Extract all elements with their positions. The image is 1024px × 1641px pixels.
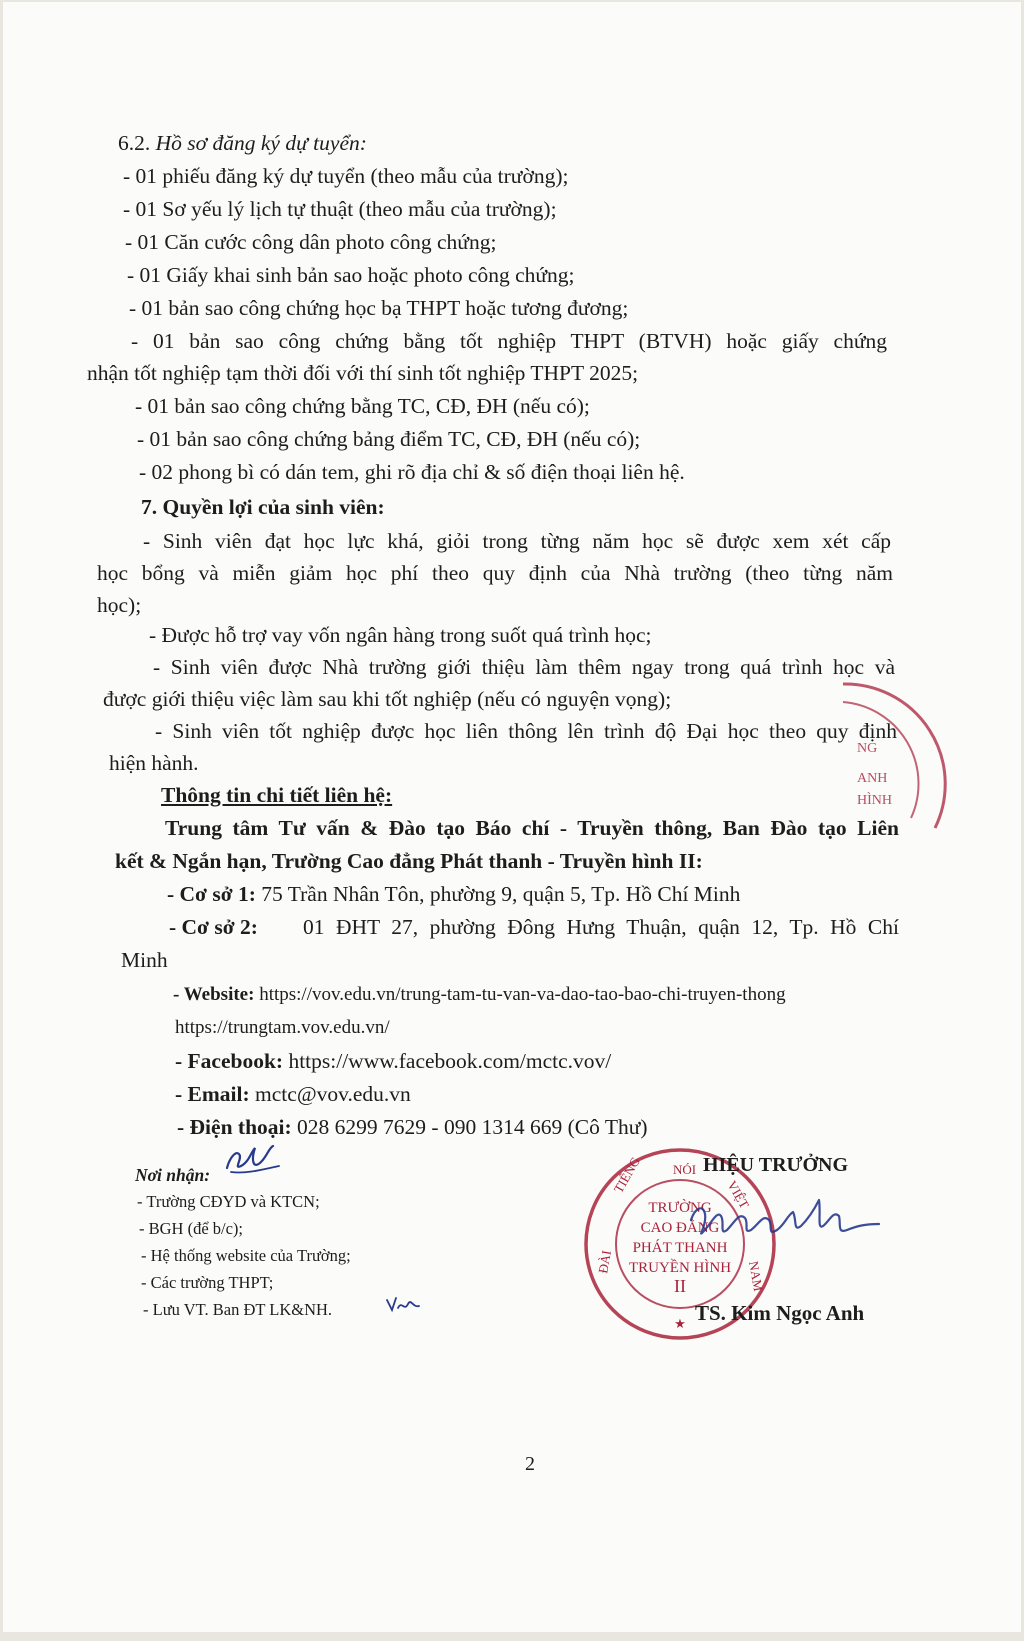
initial-signature-icon bbox=[221, 1140, 291, 1180]
svg-text:★: ★ bbox=[674, 1317, 686, 1332]
list-item: - 01 bản sao công chứng bảng điểm TC, CĐ, ĐH (nếu có); bbox=[137, 427, 641, 451]
contact-org-line: kết & Ngắn hạn, Trường Cao đẳng Phát thanh - Truyền hình II: bbox=[115, 849, 703, 873]
document-page bbox=[3, 2, 1021, 1632]
phone-label: - Điện thoại: bbox=[177, 1115, 292, 1139]
benefit-line: học bổng và miễn giảm học phí theo quy định của Nhà trường (theo từng năm bbox=[97, 561, 893, 585]
campus-2 bbox=[169, 914, 899, 940]
list-item: - 01 bản sao công chứng bằng TC, CĐ, ĐH (nếu có); bbox=[135, 394, 590, 418]
stamp-text: II bbox=[674, 1276, 686, 1296]
campus-1-address: 75 Trần Nhân Tôn, phường 9, quận 5, Tp. Hồ Chí Minh bbox=[261, 882, 741, 906]
svg-text:HÌNH: HÌNH bbox=[857, 793, 892, 808]
list-item: - 01 Giấy khai sinh bản sao hoặc photo công chứng; bbox=[127, 263, 575, 287]
campus-1-label: - Cơ sở 1: bbox=[167, 882, 256, 906]
benefit-line: - Sinh viên tốt nghiệp được học liên thông lên trình độ Đại học theo quy định bbox=[155, 719, 897, 743]
svg-text:NAM: NAM bbox=[746, 1259, 767, 1293]
website-row bbox=[173, 982, 786, 1008]
signature-title: HIỆU TRƯỞNG bbox=[703, 1154, 849, 1176]
list-item: - 01 bản sao công chứng học bạ THPT hoặc tương đương; bbox=[129, 296, 629, 320]
email-label: - Email: bbox=[175, 1082, 250, 1106]
campus-2-label: - Cơ sở 2: bbox=[169, 915, 258, 939]
website-link[interactable]: https://vov.edu.vn/trung-tam-tu-van-va-dao-tao-bao-chi-truyen-thong bbox=[259, 984, 786, 1005]
website-link-2[interactable]: https://trungtam.vov.edu.vn/ bbox=[175, 1017, 390, 1038]
svg-text:ANH: ANH bbox=[857, 771, 888, 786]
benefit-line: học); bbox=[97, 593, 142, 617]
recipient-item: - BGH (để b/c); bbox=[139, 1219, 244, 1238]
page-number: 2 bbox=[525, 1453, 535, 1475]
contact-heading: Thông tin chi tiết liên hệ: bbox=[161, 783, 393, 807]
benefit-line: - Sinh viên được Nhà trường giới thiệu làm thêm ngay trong quá trình học và bbox=[153, 655, 895, 679]
benefit-line: được giới thiệu việc làm sau khi tốt nghiệp (nếu có nguyện vọng); bbox=[103, 687, 672, 711]
email-link[interactable]: mctc@vov.edu.vn bbox=[255, 1082, 411, 1106]
list-item-continuation: nhận tốt nghiệp tạm thời đối với thí sinh tốt nghiệp THPT 2025; bbox=[87, 361, 639, 385]
campus-1 bbox=[167, 881, 740, 907]
section-6-2-number: 6.2. bbox=[118, 131, 151, 155]
section-7-title: 7. Quyền lợi của sinh viên: bbox=[141, 495, 385, 519]
svg-text:VIỆT: VIỆT bbox=[724, 1178, 753, 1212]
list-item: - 01 Căn cước công dân photo công chứng; bbox=[125, 230, 497, 254]
recipient-item: - Hệ thống website của Trường; bbox=[141, 1246, 351, 1265]
email-row bbox=[175, 1081, 411, 1107]
phone-row bbox=[177, 1114, 648, 1140]
stamp-text: TRƯỜNG bbox=[648, 1200, 712, 1216]
contact-org-line: Trung tâm Tư vấn & Đào tạo Báo chí - Truyền thông, Ban Đào tạo Liên bbox=[165, 816, 899, 840]
list-item: - 02 phong bì có dán tem, ghi rõ địa chỉ & số điện thoại liên hệ. bbox=[139, 460, 685, 484]
recipient-item: - Trường CĐYD và KTCN; bbox=[137, 1192, 320, 1211]
facebook-link[interactable]: https://www.facebook.com/mctc.vov/ bbox=[288, 1049, 612, 1073]
benefit-line: hiện hành. bbox=[109, 751, 199, 775]
stamp-text: PHÁT THANH bbox=[632, 1240, 728, 1256]
small-initial-signature-icon bbox=[383, 1292, 425, 1318]
facebook-row bbox=[175, 1048, 611, 1074]
list-item: - 01 Sơ yếu lý lịch tự thuật (theo mẫu của trường); bbox=[123, 197, 557, 221]
campus-2-address: 01 ĐHT 27, phường Đông Hưng Thuận, quận 12, Tp. Hồ Chí bbox=[303, 915, 899, 939]
cross-page-seal-icon bbox=[839, 678, 959, 888]
campus-2-continuation: Minh bbox=[121, 948, 168, 972]
facebook-label: - Facebook: bbox=[175, 1049, 284, 1073]
recipient-item: - Lưu VT. Ban ĐT LK&NH. bbox=[143, 1300, 333, 1319]
phone-value: 028 6299 7629 - 090 1314 669 (Cô Thư) bbox=[297, 1115, 648, 1139]
benefit-line: - Được hỗ trợ vay vốn ngân hàng trong suốt quá trình học; bbox=[149, 623, 652, 647]
svg-text:NÓI: NÓI bbox=[673, 1162, 697, 1177]
svg-text:ĐÀI: ĐÀI bbox=[595, 1249, 614, 1275]
section-6-2-heading bbox=[118, 130, 367, 156]
website-label: - Website: bbox=[173, 984, 255, 1005]
benefit-line: - Sinh viên đạt học lực khá, giỏi trong từng năm học sẽ được xem xét cấp bbox=[143, 529, 891, 553]
svg-text:NG: NG bbox=[857, 741, 878, 756]
svg-text:TIẾNG: TIẾNG bbox=[610, 1154, 644, 1196]
section-6-2-title: Hồ sơ đăng ký dự tuyển: bbox=[155, 131, 367, 155]
recipient-item: - Các trường THPT; bbox=[141, 1273, 274, 1292]
list-item: - 01 phiếu đăng ký dự tuyển (theo mẫu của trường); bbox=[123, 164, 569, 188]
stamp-text: CAO ĐẲNG bbox=[640, 1220, 720, 1236]
signer-name: TS. Kim Ngọc Anh bbox=[695, 1301, 865, 1325]
stamp-text: TRUYỀN HÌNH bbox=[628, 1260, 732, 1276]
signature-icon bbox=[683, 1190, 883, 1260]
list-item: - 01 bản sao công chứng bằng tốt nghiệp THPT (BTVH) hoặc giấy chứng bbox=[131, 329, 887, 353]
recipients-heading: Nơi nhận: bbox=[135, 1165, 211, 1185]
